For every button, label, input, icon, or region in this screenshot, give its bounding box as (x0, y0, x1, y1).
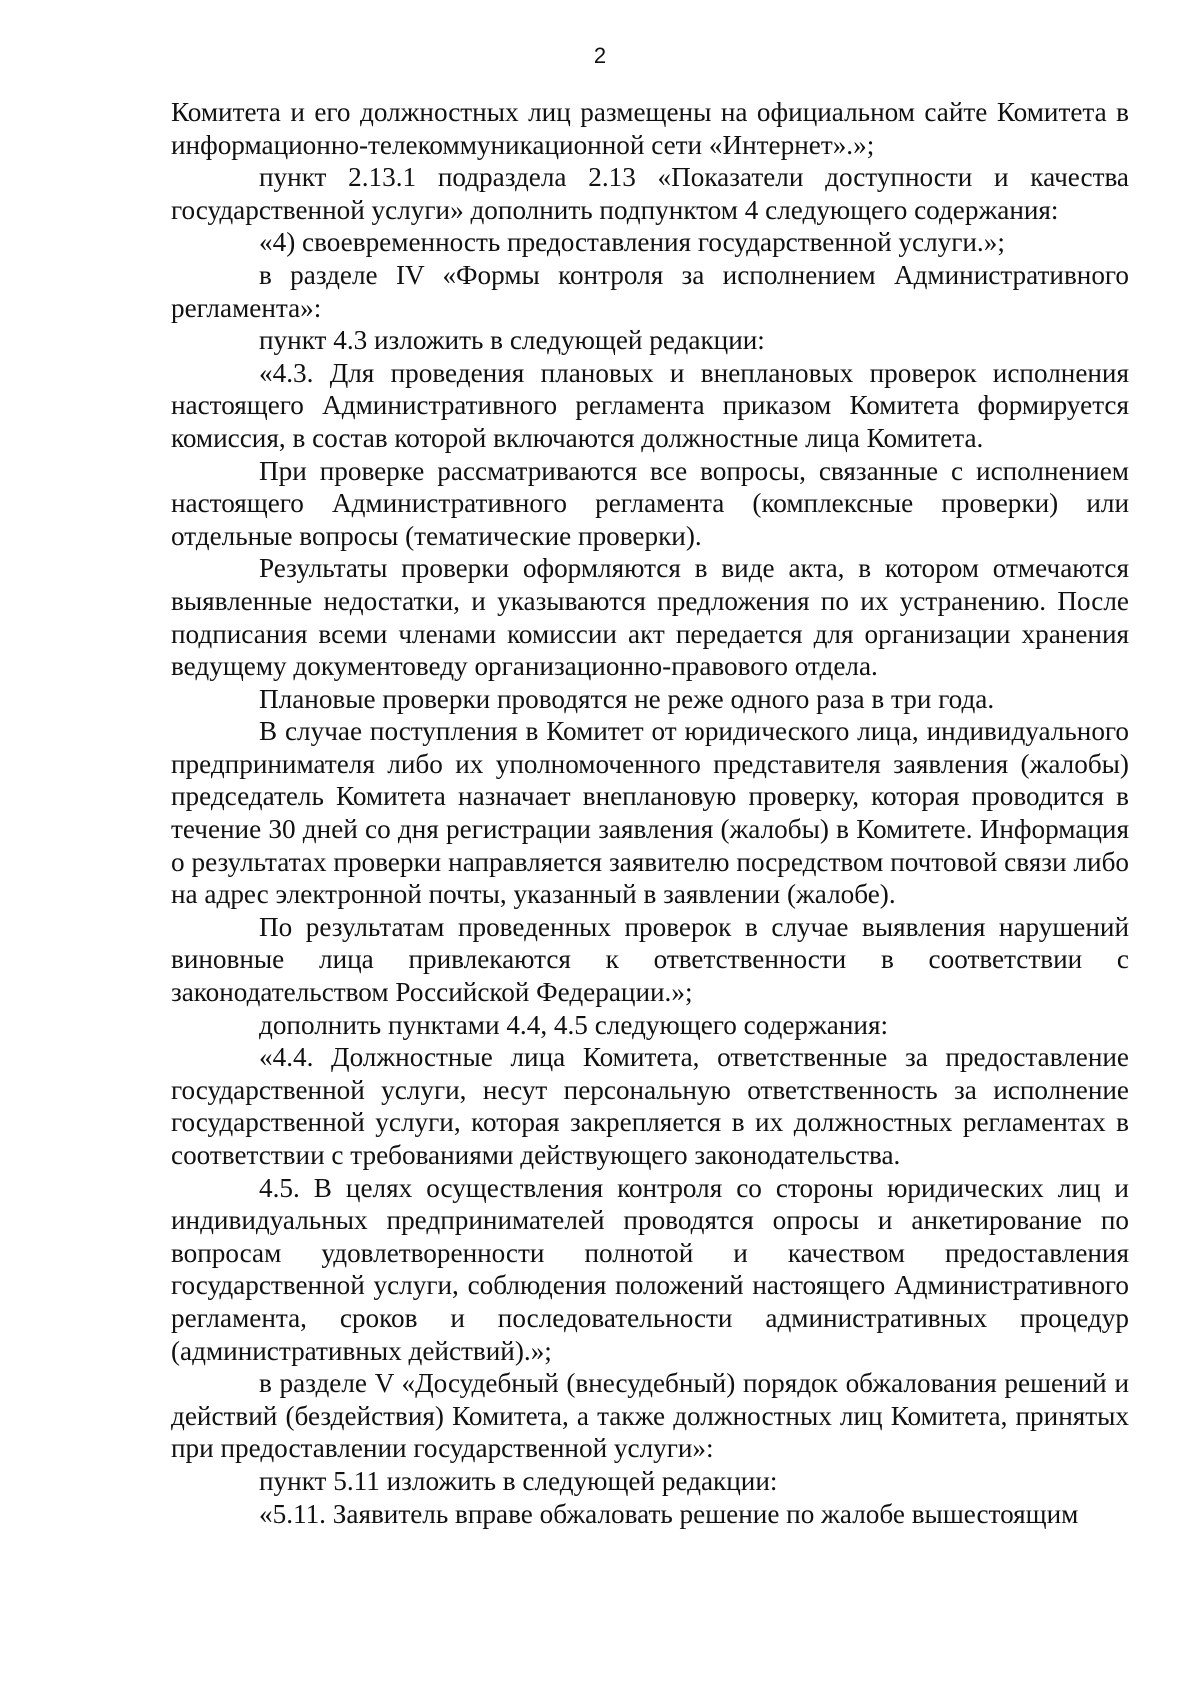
paragraph: «4.4. Должностные лица Комитета, ответственные за предоставление государственной услуги, несут персональную ответственность за исполнение государственной услуги, которая закрепляется в их должностных регламентах в соответствии с требованиями действующего законодательства. (171, 1042, 1129, 1170)
paragraph: дополнить пунктами 4.4, 4.5 следующего содержания: (259, 1009, 889, 1040)
paragraph: «4) своевременность предоставления государственной услуги.»; (259, 227, 1005, 258)
document-body (171, 96, 1129, 1530)
paragraph: Комитета и его должностных лиц размещены на официальном сайте Комитета в информационно-телекоммуникационной сети «Интернет».»; (171, 97, 1129, 160)
paragraph: пункт 2.13.1 подраздела 2.13 «Показатели доступности и качества государственной услуги» дополнить подпунктом 4 следующего содержания: (171, 162, 1129, 225)
paragraph: Плановые проверки проводятся не реже одного раза в три года. (259, 683, 995, 714)
paragraph: «4.3. Для проведения плановых и внеплановых проверок исполнения настоящего Административного регламента приказом Комитета формируется комиссия, в состав которой включаются должностные лица Комитета. (171, 357, 1129, 453)
page-number: 2 (593, 43, 607, 68)
paragraph: 4.5. В целях осуществления контроля со стороны юридических лиц и индивидуальных предпринимателей проводятся опросы и анкетирование по вопросам удовлетворенности полнотой и качеством предоставления государственной услуги, соблюдения положений настоящего Административного регламента, сроков и последовательности административных процедур (административных действий).»; (171, 1172, 1129, 1366)
paragraph: Результаты проверки оформляются в виде акта, в котором отмечаются выявленные недостатки, и указываются предложения по их устранению. После подписания всеми членами комиссии акт передается для организации хранения ведущему документоведу организационно-правового отдела. (171, 553, 1129, 682)
paragraph: «5.11. Заявитель вправе обжаловать решение по жалобе вышестоящим (259, 1498, 1079, 1529)
paragraph: пункт 5.11 изложить в следующей редакции: (259, 1465, 778, 1496)
paragraph: В случае поступления в Комитет от юридического лица, индивидуального предпринимателя либо их уполномоченного представителя заявления (жалобы) председатель Комитета назначает внеплановую проверку, которая проводится в течение 30 дней со дня регистрации заявления (жалобы) в Комитете. Информация о результатах проверки направляется заявителю посредством почтовой связи либо на адрес электронной почты, указанный в заявлении (жалобе). (171, 716, 1129, 910)
paragraph: По результатам проведенных проверок в случае выявления нарушений виновные лица привлекаются к ответственности в соответствии с законодательством Российской Федерации.»; (171, 911, 1129, 1008)
paragraph: в разделе V «Досудебный (внесудебный) порядок обжалования решений и действий (бездействия) Комитета, а также должностных лиц Комитета, принятых при предоставлении государственной услуги»: (171, 1368, 1129, 1464)
paragraph: пункт 4.3 изложить в следующей редакции: (259, 325, 765, 356)
paragraph: При проверке рассматриваются все вопросы, связанные с исполнением настоящего Административного регламента (комплексные проверки) или отдельные вопросы (тематические проверки). (171, 455, 1129, 551)
paragraph: в разделе IV «Формы контроля за исполнением Административного регламента»: (171, 259, 1129, 323)
